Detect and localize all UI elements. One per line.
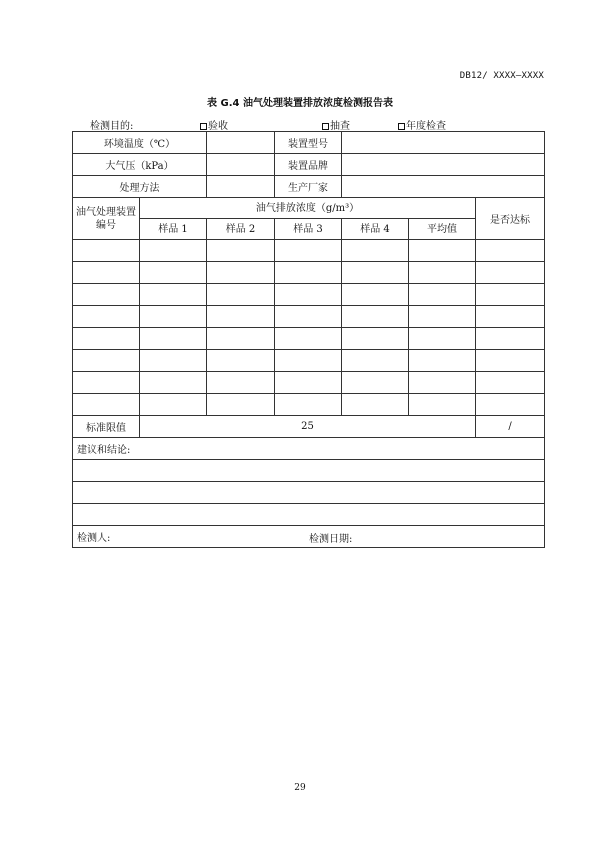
purpose-label: 检测目的: [90, 121, 134, 132]
compliance-header: 是否达标 [476, 198, 545, 240]
measurement-row [73, 372, 545, 394]
measurement-cell[interactable] [409, 262, 476, 284]
measurement-cell[interactable] [342, 262, 409, 284]
measurement-cell[interactable] [207, 262, 275, 284]
purpose-option-annual[interactable] [398, 117, 446, 132]
measurement-cell[interactable] [275, 240, 342, 262]
measurement-cell[interactable] [275, 372, 342, 394]
checkbox-icon[interactable] [398, 123, 405, 130]
info-value[interactable] [207, 176, 275, 198]
measurement-cell[interactable] [342, 328, 409, 350]
measurement-cell[interactable] [342, 284, 409, 306]
limit-compliance: / [476, 416, 545, 438]
sample-header-row [73, 219, 545, 240]
measurement-cell[interactable] [140, 350, 207, 372]
measurement-cell[interactable] [476, 240, 545, 262]
measurement-cell[interactable] [342, 240, 409, 262]
measurement-cell[interactable] [140, 394, 207, 416]
purpose-option-label: 抽查 [330, 121, 350, 132]
measurement-cell[interactable] [275, 284, 342, 306]
purpose-option-label: 年度检查 [406, 121, 446, 132]
measurement-cell[interactable] [140, 262, 207, 284]
page-number: 29 [294, 783, 306, 793]
conclusion-line [73, 482, 545, 504]
measurement-cell[interactable] [409, 394, 476, 416]
measurement-cell[interactable] [476, 284, 545, 306]
measurement-cell[interactable] [342, 394, 409, 416]
info-label: 生产厂家 [275, 176, 342, 198]
measurement-cell[interactable] [275, 350, 342, 372]
signature-cell [73, 526, 545, 548]
measurement-cell[interactable] [73, 284, 140, 306]
measurement-row [73, 394, 545, 416]
measurement-cell[interactable] [342, 306, 409, 328]
info-value[interactable] [342, 132, 545, 154]
measurement-cell[interactable] [342, 350, 409, 372]
measurement-cell[interactable] [140, 328, 207, 350]
sample-column-header: 样品 1 [140, 219, 207, 240]
info-row [73, 132, 545, 154]
measurement-cell[interactable] [73, 306, 140, 328]
inspection-purpose-line [72, 117, 544, 131]
measurement-row [73, 240, 545, 262]
purpose-option-label: 验收 [208, 121, 228, 132]
info-value[interactable] [207, 154, 275, 176]
measurement-cell[interactable] [207, 328, 275, 350]
measurement-row [73, 306, 545, 328]
sample-column-header: 样品 2 [207, 219, 275, 240]
measure-header-row [73, 198, 545, 219]
measurement-cell[interactable] [275, 262, 342, 284]
info-label: 处理方法 [73, 176, 207, 198]
measurement-cell[interactable] [409, 240, 476, 262]
info-value[interactable] [342, 154, 545, 176]
document-code: DB12/ XXXX—XXXX [459, 71, 544, 81]
measurement-cell[interactable] [409, 328, 476, 350]
limit-label: 标准限值 [73, 416, 140, 438]
measurement-cell[interactable] [140, 306, 207, 328]
report-table [72, 131, 545, 548]
measurement-row [73, 350, 545, 372]
measurement-cell[interactable] [140, 284, 207, 306]
conclusion-line [73, 504, 545, 526]
conclusion-blank[interactable] [73, 504, 545, 526]
measurement-cell[interactable] [207, 240, 275, 262]
measurement-cell[interactable] [73, 372, 140, 394]
measurement-cell[interactable] [140, 240, 207, 262]
measurement-cell[interactable] [409, 350, 476, 372]
info-value[interactable] [207, 132, 275, 154]
info-value[interactable] [342, 176, 545, 198]
measurement-row [73, 284, 545, 306]
measurement-cell[interactable] [207, 306, 275, 328]
inspector-label: 检测人: [77, 533, 111, 544]
measurement-cell[interactable] [409, 306, 476, 328]
conclusion-blank[interactable] [73, 482, 545, 504]
measurement-cell[interactable] [73, 328, 140, 350]
measurement-cell[interactable] [73, 350, 140, 372]
sample-column-header: 样品 3 [275, 219, 342, 240]
concentration-header: 油气排放浓度（g/m³） [140, 198, 476, 219]
table-title: 表 G.4 油气处理装置排放浓度检测报告表 [207, 98, 393, 109]
measurement-cell[interactable] [275, 328, 342, 350]
info-row [73, 176, 545, 198]
measurement-cell[interactable] [73, 394, 140, 416]
purpose-option-spot-check[interactable] [322, 117, 350, 132]
measurement-cell[interactable] [73, 240, 140, 262]
inspection-date-label: 检测日期: [309, 534, 353, 545]
measurement-cell[interactable] [476, 394, 545, 416]
conclusion-label: 建议和结论: [73, 438, 545, 460]
sample-column-header: 样品 4 [342, 219, 409, 240]
measurement-cell[interactable] [342, 372, 409, 394]
checkbox-icon[interactable] [322, 123, 329, 130]
measurement-cell[interactable] [409, 372, 476, 394]
conclusion-blank[interactable] [73, 460, 545, 482]
limit-row [73, 416, 545, 438]
info-label: 环境温度（℃） [73, 132, 207, 154]
measurement-cell[interactable] [476, 306, 545, 328]
measurement-cell[interactable] [409, 284, 476, 306]
info-label: 大气压（kPa） [73, 154, 207, 176]
signature-row [73, 526, 545, 548]
limit-value: 25 [140, 416, 476, 438]
measurement-cell[interactable] [73, 262, 140, 284]
measurement-cell[interactable] [275, 394, 342, 416]
sample-column-header: 平均值 [409, 219, 476, 240]
measurement-cell[interactable] [275, 306, 342, 328]
measurement-row [73, 328, 545, 350]
measurement-cell[interactable] [476, 350, 545, 372]
measurement-cell[interactable] [476, 372, 545, 394]
measurement-cell[interactable] [207, 394, 275, 416]
purpose-option-acceptance[interactable] [200, 117, 228, 132]
measurement-cell[interactable] [140, 372, 207, 394]
info-label: 装置品牌 [275, 154, 342, 176]
measurement-cell[interactable] [207, 350, 275, 372]
info-row [73, 154, 545, 176]
measurement-cell[interactable] [207, 372, 275, 394]
measurement-cell[interactable] [207, 284, 275, 306]
info-label: 装置型号 [275, 132, 342, 154]
conclusion-line [73, 460, 545, 482]
conclusion-label-row [73, 438, 545, 460]
measurement-cell[interactable] [476, 262, 545, 284]
device-no-header: 油气处理装置编号 [73, 198, 140, 240]
checkbox-icon[interactable] [200, 123, 207, 130]
measurement-cell[interactable] [476, 328, 545, 350]
measurement-row [73, 262, 545, 284]
